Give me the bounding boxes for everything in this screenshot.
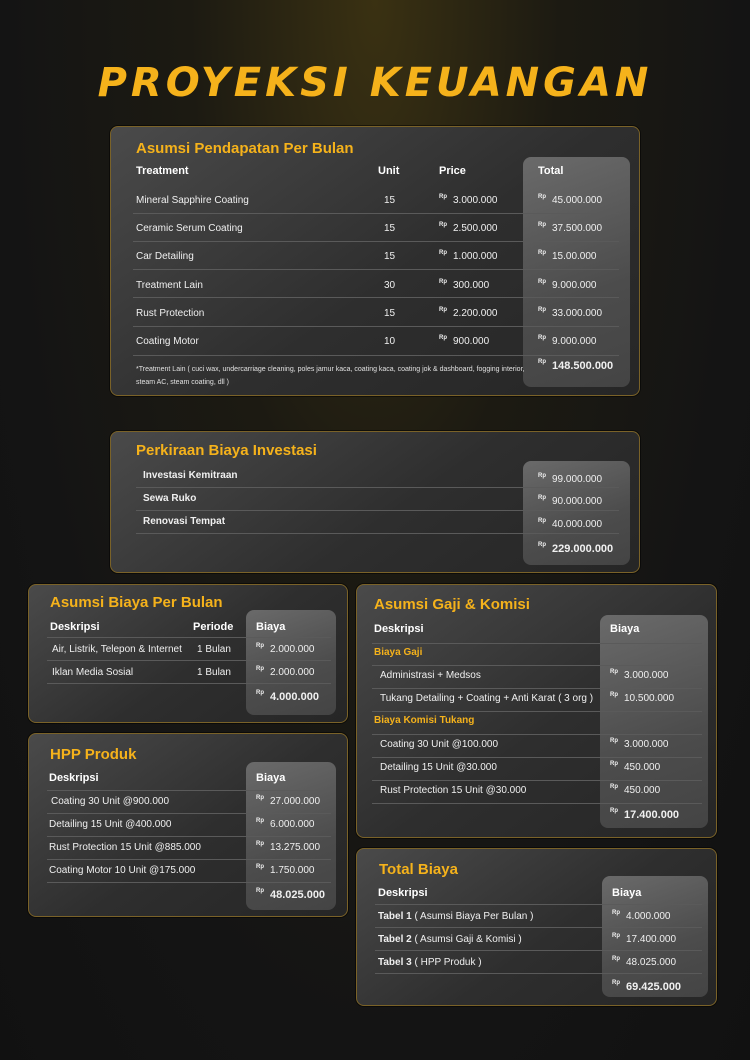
biaya-cell: $^{Rp}$ 10.500.000 bbox=[610, 692, 675, 704]
price-cell: $^{Rp}$ 1.000.000 bbox=[439, 250, 498, 262]
investasi-panel bbox=[110, 431, 640, 573]
investasi-value: $^{Rp}$ 40.000.000 bbox=[538, 518, 603, 530]
total-value: 45.000.000 bbox=[552, 195, 603, 206]
header-deskripsi: Deskripsi bbox=[49, 772, 99, 784]
unit-value: 15 bbox=[384, 251, 396, 262]
grand-total-biaya: $^{Rp}$ 69.425.000 bbox=[612, 980, 682, 993]
investasi-label: Renovasi Tempat bbox=[143, 516, 226, 527]
pendapatan-panel bbox=[110, 126, 640, 396]
investasi-total: $^{Rp}$ 229.000.000 bbox=[538, 542, 614, 555]
header-treatment: Treatment bbox=[136, 165, 189, 177]
sub-biaya-gaji: Biaya Gaji bbox=[374, 647, 423, 658]
total-value: 33.000.000 bbox=[552, 308, 603, 319]
tabel-label: Tabel 3 ( HPP Produk ) bbox=[378, 957, 482, 968]
header-biaya: Biaya bbox=[612, 887, 642, 899]
deskripsi-text: Administrasi + Medsos bbox=[380, 670, 481, 681]
deskripsi-text: Rust Protection 15 Unit @30.000 bbox=[380, 785, 527, 796]
treatment-name: Treatment Lain bbox=[136, 280, 203, 291]
pendapatan-heading: Asumsi Pendapatan Per Bulan bbox=[136, 140, 354, 157]
price-cell: $^{Rp}$ 900.000 bbox=[439, 335, 490, 347]
price-cell: $^{Rp}$ 2.200.000 bbox=[439, 307, 498, 319]
price-value: 900.000 bbox=[453, 336, 490, 347]
total-value: 37.500.000 bbox=[552, 223, 603, 234]
gaji-value-column bbox=[600, 615, 708, 828]
price-value: 3.000.000 bbox=[453, 195, 498, 206]
biaya-cell: $^{Rp}$ 450.000 bbox=[610, 761, 661, 773]
periode-text: 1 Bulan bbox=[197, 667, 231, 678]
treatment-name: Mineral Sapphire Coating bbox=[136, 195, 249, 206]
investasi-label: Investasi Kemitraan bbox=[143, 470, 238, 481]
total-value: 9.000.000 bbox=[552, 280, 597, 291]
gaji-heading: Asumsi Gaji & Komisi bbox=[374, 596, 530, 613]
biaya-cell: $^{Rp}$ 3.000.000 bbox=[610, 738, 669, 750]
biaya-cell: $^{Rp}$ 13.275.000 bbox=[256, 841, 321, 853]
tabel-label: Tabel 1 ( Asumsi Biaya Per Bulan ) bbox=[378, 911, 534, 922]
biaya-bulan-total: $^{Rp}$ 4.000.000 bbox=[256, 690, 319, 703]
total-cell: $^{Rp}$ 37.500.000 bbox=[538, 222, 603, 234]
biaya-cell: $^{Rp}$ 2.000.000 bbox=[256, 666, 315, 678]
price-cell: $^{Rp}$ 3.000.000 bbox=[439, 194, 498, 206]
periode-text: 1 Bulan bbox=[197, 644, 231, 655]
deskripsi-text: Coating Motor 10 Unit @175.000 bbox=[49, 865, 196, 876]
header-biaya: Biaya bbox=[256, 772, 286, 784]
unit-value: 30 bbox=[384, 280, 396, 291]
investasi-value: $^{Rp}$ 99.000.000 bbox=[538, 473, 603, 485]
deskripsi-text: Air, Listrik, Telepon & Internet bbox=[52, 644, 182, 655]
hpp-heading: HPP Produk bbox=[50, 746, 137, 763]
header-periode: Periode bbox=[193, 621, 234, 633]
treatment-name: Rust Protection bbox=[136, 308, 205, 319]
investasi-label: Sewa Ruko bbox=[143, 493, 197, 504]
deskripsi-text: Coating 30 Unit @900.000 bbox=[51, 796, 170, 807]
unit-value: 15 bbox=[384, 308, 396, 319]
price-value: 300.000 bbox=[453, 280, 490, 291]
total-cell: $^{Rp}$ 15.00.000 bbox=[538, 250, 597, 262]
deskripsi-text: Tukang Detailing + Coating + Anti Karat ( 3 org ) bbox=[380, 693, 594, 704]
total-biaya-heading: Total Biaya bbox=[379, 861, 458, 878]
biaya-cell: $^{Rp}$ 3.000.000 bbox=[610, 669, 669, 681]
total-value: 15.00.000 bbox=[552, 251, 597, 262]
sub-biaya-komisi: Biaya Komisi Tukang bbox=[374, 715, 475, 726]
header-unit: Unit bbox=[378, 165, 400, 177]
biaya-cell: $^{Rp}$ 1.750.000 bbox=[256, 864, 315, 876]
tabel-label: Tabel 2 ( Asumsi Gaji & Komisi ) bbox=[378, 934, 522, 945]
unit-value: 15 bbox=[384, 223, 396, 234]
deskripsi-text: Iklan Media Sosial bbox=[52, 667, 134, 678]
biaya-cell: $^{Rp}$ 17.400.000 bbox=[612, 933, 677, 945]
total-cell: $^{Rp}$ 45.000.000 bbox=[538, 194, 603, 206]
biaya-cell: $^{Rp}$ 6.000.000 bbox=[256, 818, 315, 830]
biaya-cell: $^{Rp}$ 450.000 bbox=[610, 784, 661, 796]
total-cell: $^{Rp}$ 9.000.000 bbox=[538, 335, 597, 347]
header-deskripsi: Deskripsi bbox=[50, 621, 100, 633]
page-title: PROYEKSI KEUANGAN bbox=[97, 60, 653, 106]
deskripsi-text: Coating 30 Unit @100.000 bbox=[380, 739, 499, 750]
treatment-name: Ceramic Serum Coating bbox=[136, 223, 243, 234]
header-deskripsi: Deskripsi bbox=[374, 623, 424, 635]
header-biaya: Biaya bbox=[610, 623, 640, 635]
header-price: Price bbox=[439, 165, 466, 177]
treatment-name: Coating Motor bbox=[136, 336, 199, 347]
biaya-cell: $^{Rp}$ 2.000.000 bbox=[256, 643, 315, 655]
deskripsi-text: Detailing 15 Unit @400.000 bbox=[49, 819, 172, 830]
price-value: 1.000.000 bbox=[453, 251, 498, 262]
price-value: 2.200.000 bbox=[453, 308, 498, 319]
unit-value: 10 bbox=[384, 336, 396, 347]
biaya-bulan-heading: Asumsi Biaya Per Bulan bbox=[50, 594, 223, 611]
header-biaya: Biaya bbox=[256, 621, 286, 633]
hpp-panel bbox=[28, 733, 348, 917]
unit-value: 15 bbox=[384, 195, 396, 206]
total-cell: $^{Rp}$ 33.000.000 bbox=[538, 307, 603, 319]
gaji-panel bbox=[356, 584, 717, 838]
price-cell: $^{Rp}$ 300.000 bbox=[439, 279, 490, 291]
header-total: Total bbox=[538, 165, 564, 177]
biaya-cell: $^{Rp}$ 48.025.000 bbox=[612, 956, 677, 968]
gaji-total: $^{Rp}$ 17.400.000 bbox=[610, 808, 680, 821]
pendapatan-note: *Treatment Lain ( cuci wax, undercarriage cleaning, poles jamur kaca, coating kaca, coating jok & dashboard, fogging interior, steam AC, steam coating, dll ) bbox=[136, 366, 525, 386]
biaya-bulan-panel bbox=[28, 584, 348, 723]
total-biaya-panel bbox=[356, 848, 717, 1006]
price-value: 2.500.000 bbox=[453, 223, 498, 234]
hpp-total: $^{Rp}$ 48.025.000 bbox=[256, 888, 326, 901]
biaya-cell: $^{Rp}$ 27.000.000 bbox=[256, 795, 321, 807]
total-value: 9.000.000 bbox=[552, 336, 597, 347]
total-cell: $^{Rp}$ 9.000.000 bbox=[538, 279, 597, 291]
price-cell: $^{Rp}$ 2.500.000 bbox=[439, 222, 498, 234]
biaya-cell: $^{Rp}$ 4.000.000 bbox=[612, 910, 671, 922]
treatment-name: Car Detailing bbox=[136, 251, 194, 262]
investasi-value: $^{Rp}$ 90.000.000 bbox=[538, 495, 603, 507]
investasi-heading: Perkiraan Biaya Investasi bbox=[136, 442, 317, 459]
header-deskripsi: Deskripsi bbox=[378, 887, 428, 899]
deskripsi-text: Detailing 15 Unit @30.000 bbox=[380, 762, 497, 773]
pendapatan-grand-total: $^{Rp}$ 148.500.000 bbox=[538, 359, 614, 372]
deskripsi-text: Rust Protection 15 Unit @885.000 bbox=[49, 842, 201, 853]
pendapatan-total-column bbox=[523, 157, 630, 387]
